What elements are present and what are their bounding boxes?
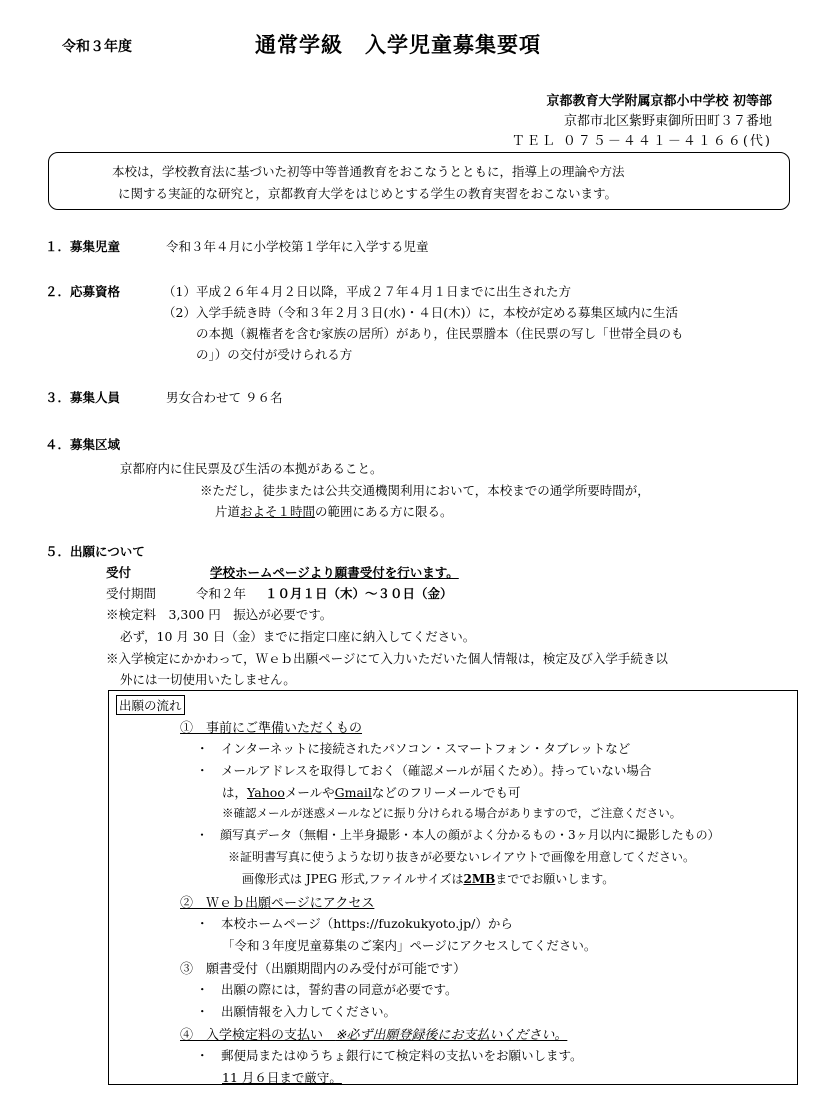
flow-step-4 — [180, 1024, 567, 1043]
free-mail-suffix: などのフリーメールでも可 — [371, 785, 521, 800]
yahoo-text: Yahoo — [247, 785, 285, 800]
section-2-heading: ２．応募資格 — [45, 284, 121, 299]
flow-step-1-item-1: ・ インターネットに接続されたパソコン・スマートフォン・タブレットなど — [196, 741, 631, 756]
school-name: 京都教育大学附属京都小中学校 初等部 — [546, 94, 772, 109]
section-1-heading: １．募集児童 — [45, 239, 121, 254]
flow-step-2-item-2: 「令和３年度児童募集のご案内」ページにアクセスしてください。 — [222, 938, 597, 953]
school-address: 京都市北区紫野東御所田町３７番地 — [563, 114, 772, 129]
fee-text: ※検定料 3,300 円 振込が必要です。 — [106, 607, 333, 622]
section-1-text: 令和３年４月に小学校第１学年に入学する児童 — [166, 239, 429, 254]
flow-step-3: ③ 願書受付（出願期間内のみ受付が可能です） — [180, 962, 467, 977]
flow-step-1-item-3-format — [242, 870, 614, 887]
flow-step-4-label: ④ 入学検定料の支払い — [180, 1028, 324, 1043]
note-prefix: 片道 — [215, 504, 241, 519]
accept-label: 受付 — [106, 565, 132, 580]
flow-step-1-item-2-note: ※確認メールが迷惑メールなどに振り分けられる場合がありますので，ご注意ください。 — [222, 806, 682, 820]
section-4-heading: ４．募集区域 — [45, 437, 121, 452]
format-suffix: まででお願いします。 — [495, 872, 615, 886]
note-suffix: の範囲にある方に限る。 — [315, 504, 453, 519]
period-label: 受付期間 — [106, 586, 157, 601]
flow-title: 出願の流れ — [116, 695, 185, 715]
section-4-note: ※ただし，徒歩または公共交通機関利用において，本校までの通学所要時間が， — [200, 483, 650, 498]
privacy-note-cont: 外には一切使用いたしません。 — [120, 672, 296, 687]
section-4-text: 京都府内に住民票及び生活の本拠があること。 — [120, 461, 383, 476]
free-mail-middle: メールや — [284, 785, 335, 800]
flow-step-1: ① 事前にご準備いただくもの — [180, 721, 363, 736]
flow-step-1-item-2: ・ メールアドレスを取得しておく（確認メールが届くため）。持っていない場合 — [196, 763, 652, 778]
gmail-text: Gmail — [334, 785, 372, 800]
application-period: １０月１日（木）～３０日（金） — [265, 586, 453, 601]
privacy-note: ※入学検定にかかわって，Ｗｅｂ出願ページにて入力いただいた個人情報は，検定及び入学手続き以 — [106, 651, 668, 666]
accept-text: 学校ホームページより願書受付を行います。 — [210, 565, 459, 580]
flow-step-3-item-1: ・ 出願の際には，誓約書の同意が必要です。 — [196, 982, 458, 997]
intro-line-1: 本校は，学校教育法に基づいた初等中等普通教育をおこなうとともに，指導上の理論や方法 — [112, 164, 625, 179]
flow-step-4-item-1: ・ 郵便局またはゆうちょ銀行にて検定料の支払いをお願いします。 — [196, 1048, 583, 1063]
period-year: 令和２年 — [196, 586, 247, 601]
fiscal-year: 令和３年度 — [62, 39, 132, 55]
section-3-heading: ３．募集人員 — [45, 390, 121, 405]
format-prefix: 画像形式は JPEG 形式,ファイルサイズは — [242, 872, 464, 886]
flow-step-1-item-3: ・ 顔写真データ（無帽・上半身撮影・本人の顔がよく分かるもの・3ヶ月以内に撮影したもの） — [196, 828, 720, 842]
section-5-heading: ５．出願について — [45, 544, 145, 559]
flow-step-2-item-1: ・ 本校ホームページ（https://fuzokukyoto.jp/）から — [196, 916, 513, 931]
flow-step-2: ② Ｗｅｂ出願ページにアクセス — [180, 896, 375, 911]
max-file-size: 2MB — [463, 872, 496, 886]
section-2-condition-2-end: の」）の交付が受けられる方 — [196, 347, 353, 362]
section-3-text: 男女合わせて ９６名 — [166, 390, 283, 405]
travel-time: およそ１時間 — [240, 504, 316, 519]
page-title: 通常学級 入学児童募集要項 — [255, 33, 541, 57]
fee-deadline: 必ず，10 月 30 日（金）までに指定口座に納入してください。 — [120, 629, 476, 644]
section-2-condition-1: （1）平成２６年４月２日以降，平成２７年４月１日までに出生された方 — [163, 284, 571, 299]
school-tel: ＴＥＬ ０７５－４４１－４１６６(代) — [511, 134, 772, 149]
free-mail-prefix: は， — [222, 785, 248, 800]
section-4-note-cont — [215, 502, 453, 520]
flow-step-4-note: ※必ず出願登録後にお支払いください。 — [335, 1028, 568, 1043]
flow-step-3-item-2: ・ 出願情報を入力してください。 — [196, 1004, 397, 1019]
flow-step-1-item-3-note: ※証明書写真に使うような切り抜きが必要ないレイアウトで画像を用意してください。 — [228, 850, 696, 864]
section-2-condition-2-cont: の本拠（親権者を含む家族の居所）があり，住民票謄本（住民票の写し「世帯全員のも — [196, 326, 684, 341]
section-2-condition-2: （2）入学手続き時（令和３年２月３日(水)・４日(木)）に，本校が定める募集区域内に生活 — [163, 305, 678, 320]
intro-line-2: に関する実証的な研究と，京都教育大学をはじめとする学生の教育実習をおこないます。 — [118, 186, 618, 201]
flow-step-1-item-2-cont — [222, 783, 521, 801]
payment-deadline: 11 月６日まで厳守。 — [222, 1070, 342, 1085]
